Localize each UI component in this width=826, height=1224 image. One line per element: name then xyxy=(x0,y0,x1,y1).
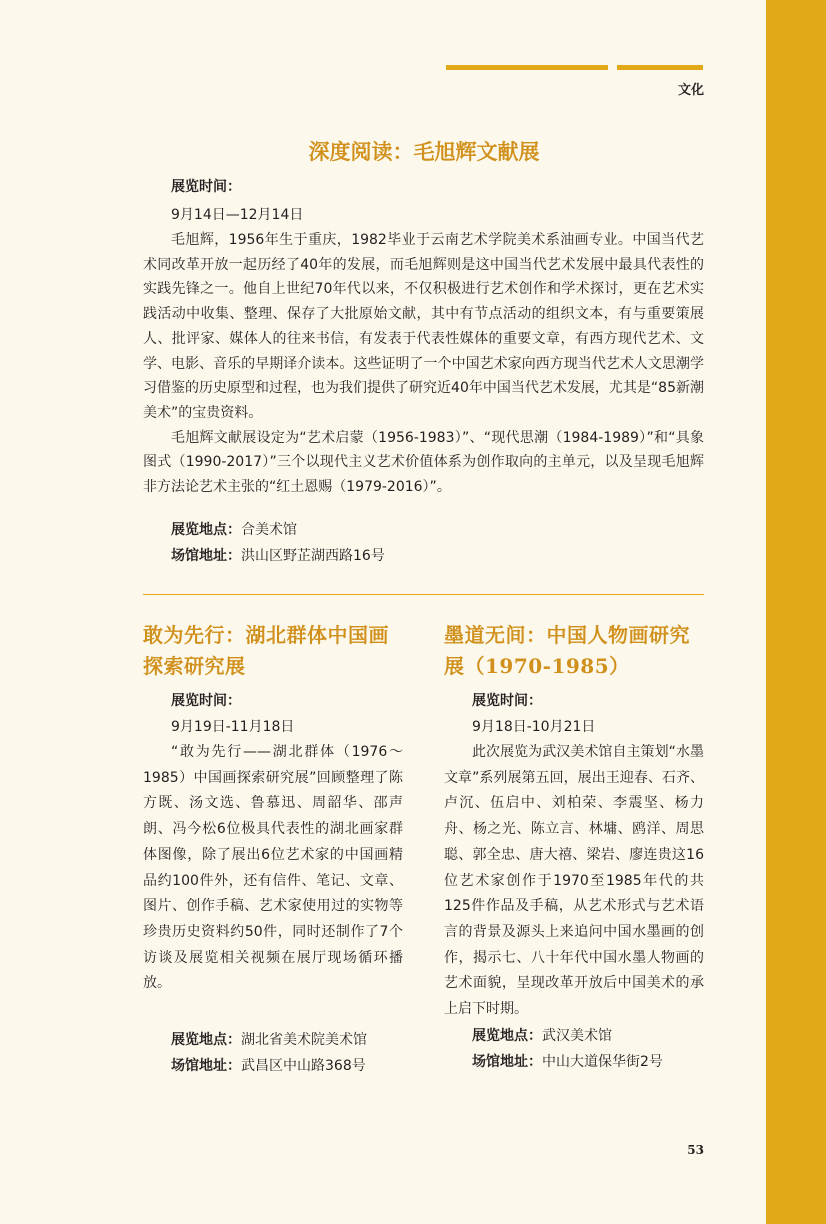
exhibition-time-value: 9月18日-10月21日 xyxy=(472,719,596,735)
address-line: 场馆地址：武昌区中山路368号 xyxy=(171,1058,366,1075)
header-rule-short xyxy=(617,65,703,70)
article-paragraph: “敢为先行——湖北群体（1976～1985）中国画探索研究展”回顾整理了陈方既、汤文选、鲁慕迅、周韶华、邵声朗、冯今松6位极具代表性的湖北画家群体图像，除了展出6位艺术家的中国画精品约100件外，还有信件、笔记、文章、图片、创作手稿、艺术家使用过的实物等珍贵历史资料约50件，同时还制作了7个访谈及展览相关视频在展厅现场循环播放。 xyxy=(143,744,403,992)
page-number: 53 xyxy=(687,1143,704,1157)
exhibition-time-label: 展览时间： xyxy=(171,693,241,709)
top-article xyxy=(143,174,704,569)
top-article-title: 深度阅读：毛旭辉文献展 xyxy=(308,139,540,164)
left-article-title: 敢为先行：湖北群体中国画探索研究展 xyxy=(143,623,389,678)
section-label: 文化 xyxy=(677,83,704,98)
side-color-band xyxy=(766,0,826,1224)
venue-line: 展览地点：武汉美术馆 xyxy=(472,1027,612,1044)
venue-line: 展览地点：湖北省美术院美术馆 xyxy=(171,1032,367,1049)
left-article xyxy=(143,620,403,1079)
article-paragraph: 毛旭辉文献展设定为“艺术启蒙（1956-1983）”、“现代思潮（1984-1989）”和“具象图式（1990-2017）”三个以现代主义艺术价值体系为创作取向的主单元，以及呈现毛旭辉非方法论艺术主张的“红土恩赐（1979-2016）”。 xyxy=(143,429,704,496)
article-paragraph: 毛旭辉，1956年生于重庆，1982毕业于云南艺术学院美术系油画专业。中国当代艺术同改革开放一起历经了40年的发展，而毛旭辉则是这中国当代艺术发展中最具代表性的实践先锋之一。他自上世纪70年代以来，不仅积极进行艺术创作和学术探讨，更在艺术实践活动中收集、整理、保存了大批原始文献，其中有节点活动的组织文本，有与重要策展人、批评家、媒体人的往来书信，有发表于代表性媒体的重要文章，有西方现代艺术、文学、电影、音乐的早期译介读本。这些证明了一个中国艺术家向西方现当代艺术人文思潮学习借鉴的历史原型和过程，也为我们提供了研究近40年中国当代艺术发展，尤其是“85新潮美术”的宝贵资料。 xyxy=(143,232,704,421)
article-paragraph: 此次展览为武汉美术馆自主策划“水墨文章”系列展第五回，展出王迎春、石齐、卢沉、伍启中、刘柏荣、李震坚、杨力舟、杨之光、陈立言、林墉、鸥洋、周思聪、郭全忠、唐大禧、梁岩、廖连贵这16位艺术家创作于1970至1985年代的共125件作品及手稿，从艺术形式与艺术语言的背景及源头上来追问中国水墨画的创作，揭示七、八十年代中国水墨人物画的艺术面貌，呈现改革开放后中国美术的承上启下时期。 xyxy=(444,744,704,1018)
right-article xyxy=(444,620,704,1075)
exhibition-time-value: 9月14日—12月14日 xyxy=(171,207,304,223)
exhibition-time-value: 9月19日-11月18日 xyxy=(171,719,295,735)
address-line: 场馆地址：中山大道保华街2号 xyxy=(472,1053,663,1070)
venue-line: 展览地点：合美术馆 xyxy=(171,521,297,538)
header-rule-long xyxy=(446,65,608,70)
exhibition-time-label: 展览时间： xyxy=(472,693,542,709)
section-divider xyxy=(143,594,704,595)
address-line: 场馆地址：洪山区野芷湖西路16号 xyxy=(171,547,385,564)
exhibition-time-label: 展览时间： xyxy=(171,179,241,195)
right-article-title: 墨道无间：中国人物画研究展（1970-1985） xyxy=(444,623,690,678)
